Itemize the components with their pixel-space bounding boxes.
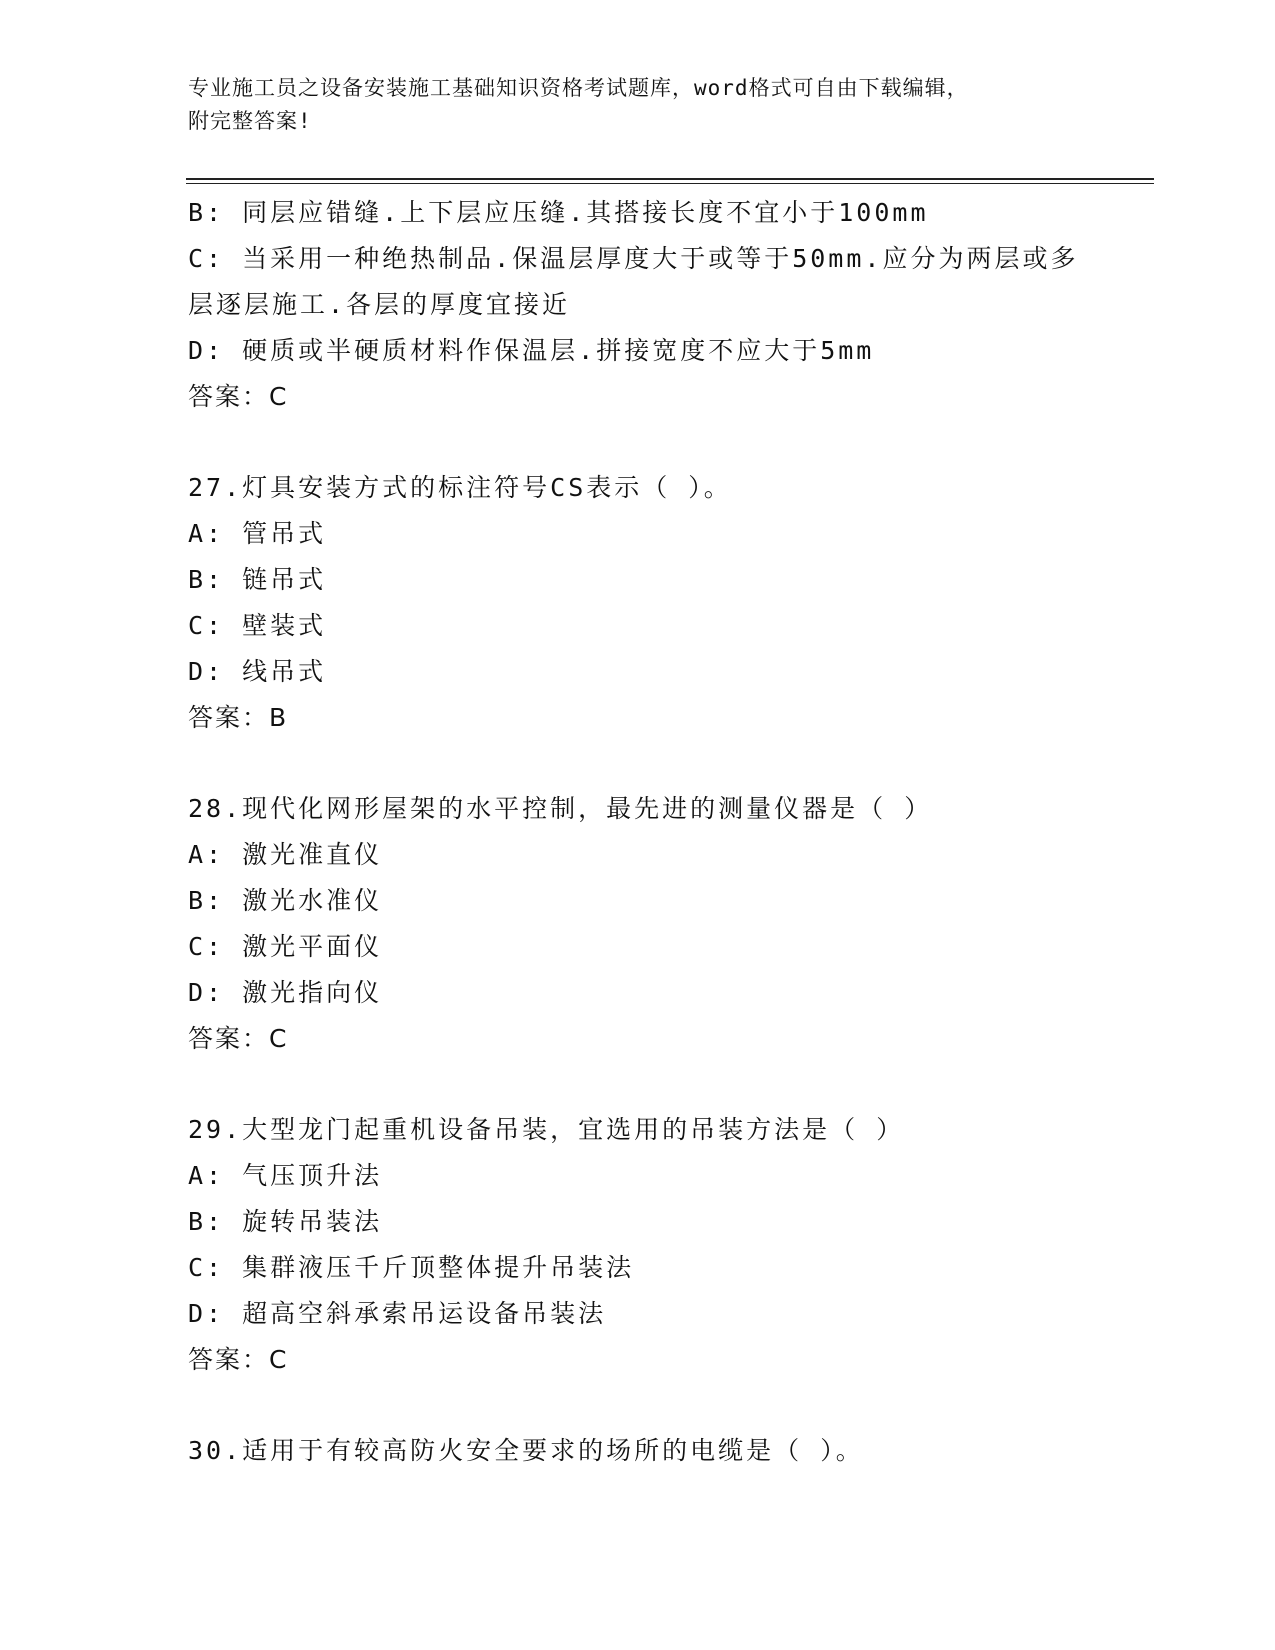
- question-content: [188, 190, 1088, 1474]
- question-stem: 29.大型龙门起重机设备吊装，宜选用的吊装方法是（ ）: [188, 1115, 905, 1144]
- option-c: C: 壁装式: [188, 611, 327, 640]
- answer-line: 答案：B: [188, 703, 289, 732]
- option-b: B: 激光水准仪: [188, 886, 383, 915]
- option-c: C: 集群液压千斤顶整体提升吊装法: [188, 1253, 635, 1282]
- spacer: [188, 1383, 1088, 1428]
- answer-line: 答案：C: [188, 382, 289, 411]
- header-line-2: 附完整答案!: [188, 109, 312, 133]
- option-c: C: 当采用一种绝热制品.保温层厚度大于或等于50mm.应分为两层或多: [188, 244, 1079, 273]
- question-block-30: [188, 1428, 1088, 1474]
- option-b: B: 同层应错缝.上下层应压缝.其搭接长度不宜小于100mm: [188, 198, 929, 227]
- option-c: C: 激光平面仪: [188, 932, 383, 961]
- header-divider-thin: [186, 183, 1154, 184]
- option-d: D: 硬质或半硬质材料作保温层.拼接宽度不应大于5mm: [188, 336, 875, 365]
- option-b: B: 链吊式: [188, 565, 327, 594]
- spacer: [188, 741, 1088, 786]
- option-a: A: 管吊式: [188, 519, 327, 548]
- option-d: D: 线吊式: [188, 657, 327, 686]
- option-d: D: 激光指向仪: [188, 978, 383, 1007]
- option-b: B: 旋转吊装法: [188, 1207, 383, 1236]
- header-line-1: 专业施工员之设备安装施工基础知识资格考试题库，word格式可自由下载编辑，: [188, 76, 969, 100]
- question-block-28: [188, 786, 1088, 1062]
- option-a: A: 气压顶升法: [188, 1161, 383, 1190]
- answer-line: 答案：C: [188, 1345, 289, 1374]
- answer-line: 答案：C: [188, 1024, 289, 1053]
- option-d: D: 超高空斜承索吊运设备吊装法: [188, 1299, 607, 1328]
- option-a: A: 激光准直仪: [188, 840, 383, 869]
- header-divider-thick: [186, 178, 1154, 180]
- document-header: [188, 72, 1088, 138]
- question-block-29: [188, 1107, 1088, 1383]
- question-block-27: [188, 465, 1088, 741]
- question-stem: 30.适用于有较高防火安全要求的场所的电缆是（ ）。: [188, 1436, 864, 1465]
- question-block-prev: [188, 190, 1088, 420]
- spacer: [188, 420, 1088, 465]
- question-stem: 28.现代化网形屋架的水平控制，最先进的测量仪器是（ ）: [188, 794, 933, 823]
- option-c-continued: 层逐层施工.各层的厚度宜接近: [188, 290, 571, 319]
- question-stem: 27.灯具安装方式的标注符号CS表示（ ）。: [188, 473, 732, 502]
- spacer: [188, 1062, 1088, 1107]
